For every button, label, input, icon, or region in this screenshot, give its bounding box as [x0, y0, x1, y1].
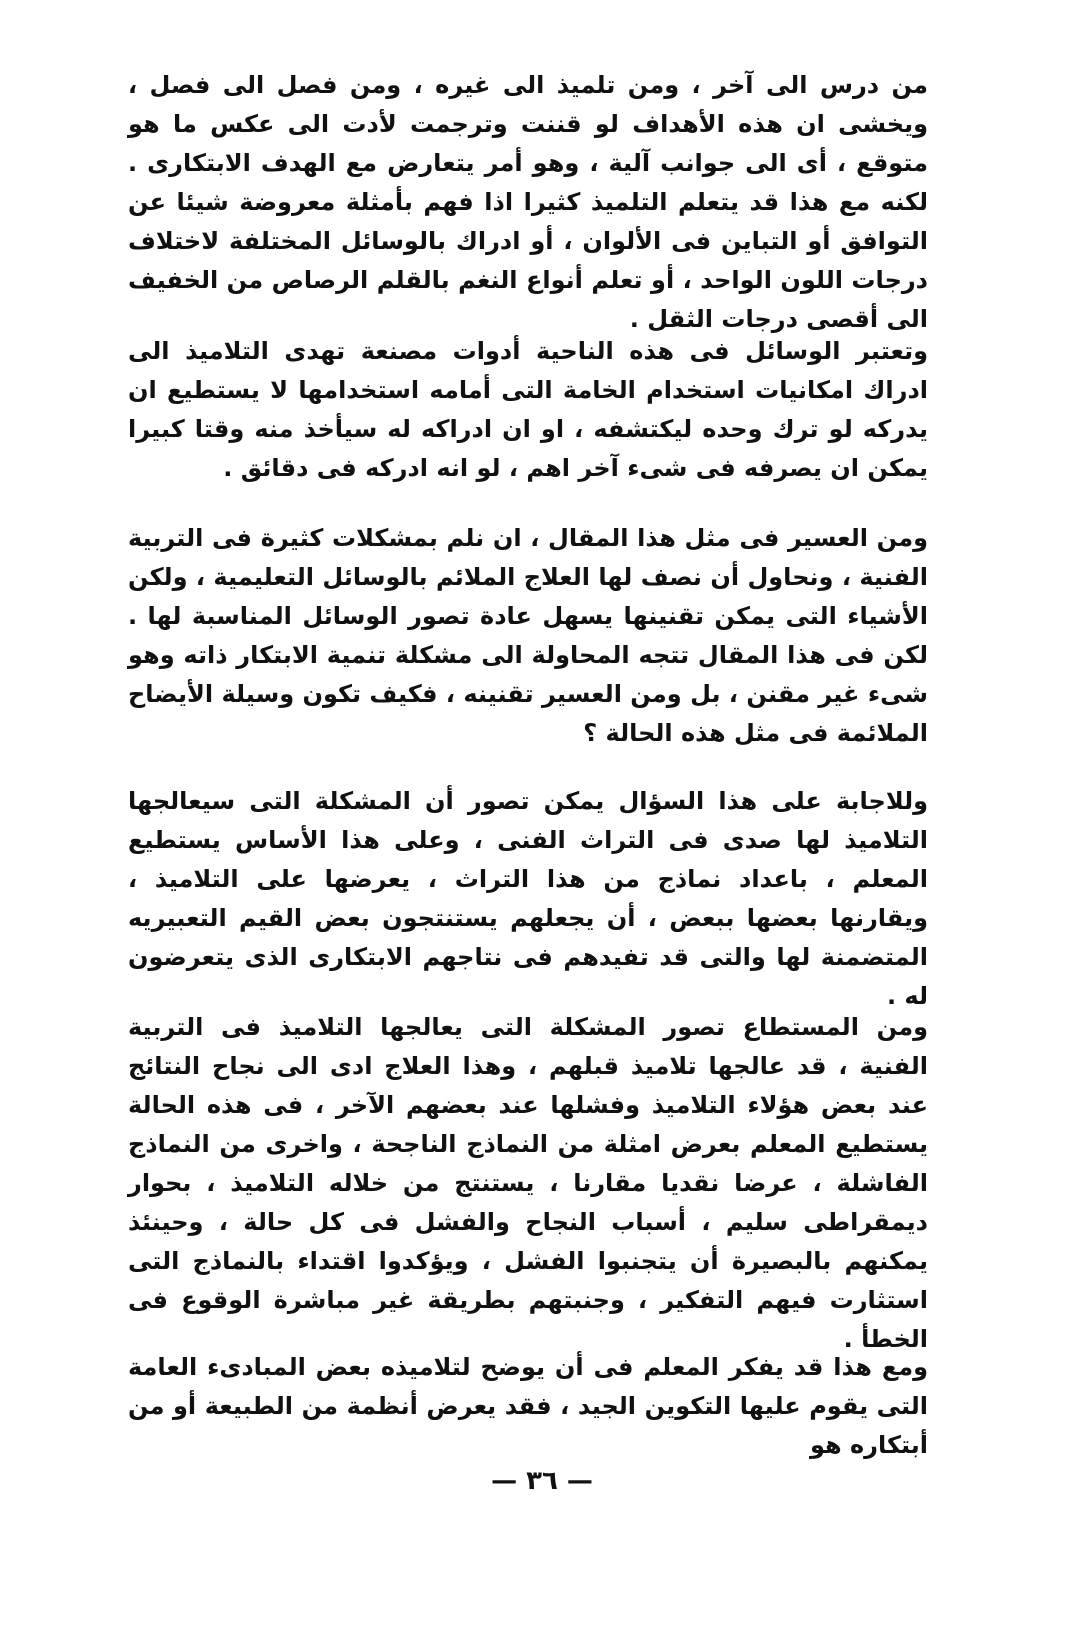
- paragraph-4: [128, 782, 928, 1016]
- paragraph-text: وللاجابة على هذا السؤال يمكن تصور أن المشكلة التى سيعالجها التلاميذ لها صدى فى التراث الفنى ، وعلى هذا الأساس يستطيع المعلم ، باعداد نماذج من هذا التراث ، يعرضها على التلاميذ ، ويقارنها بعضها ببعض ، أن يجعلهم يستنتجون بعض القيم التعبيريه المتضمنة لها والتى قد تفيدهم فى نتاجهم الابتكارى الذى يتعرضون له .: [128, 787, 928, 1010]
- paragraph-text: ومن المستطاع تصور المشكلة التى يعالجها التلاميذ فى التربية الفنية ، قد عالجها تلاميذ قبلهم ، وهذا العلاج ادى الى نجاح النتائج عند بعض هؤلاء التلاميذ وفشلها عند بعضهم الآخر ، فى هذه الحالة يستطيع المعلم بعرض امثلة من النماذج الناجحة ، واخرى من النماذج الفاشلة ، عرضا نقديا مقارنا ، يستنتج من خلاله التلاميذ ، بحوار ديمقراطى سليم ، أسباب النجاح والفشل فى كل حالة ، وحينئذ يمكنهم بالبصيرة أن يتجنبوا الفشل ، ويؤكدوا اقتداء بالنماذج التى استثارت فيهم التفكير ، وجنبتهم بطريقة غير مباشرة الوقوع فى الخطأ .: [128, 1013, 928, 1353]
- paragraph-text: من درس الى آخر ، ومن تلميذ الى غيره ، ومن فصل الى فصل ، ويخشى ان هذه الأهداف لو قننت وترجمت لأدت الى عكس ما هو متوقع ، أى الى جوانب آلية ، وهو أمر يتعارض مع الهدف الابتكارى . لكنه مع هذا قد يتعلم التلميذ كثيرا اذا فهم بأمثلة معروضة شيئا عن التوافق أو التباين فى الألوان ، أو ادراك بالوسائل المختلفة لاختلاف درجات اللون الواحد ، أو تعلم أنواع النغم بالقلم الرصاص من الخفيف الى أقصى درجات الثقل .: [128, 71, 928, 333]
- paragraph-5: [128, 1008, 928, 1359]
- paragraph-3: [128, 519, 928, 753]
- paragraph-text: وتعتبر الوسائل فى هذه الناحية أدوات مصنعة تهدى التلاميذ الى ادراك امكانيات استخدام الخامة التى أمامه استخدامها لا يستطيع ان يدركه لو ترك وحده ليكتشفه ، او ان ادراكه له سيأخذ منه وقتا كبيرا يمكن ان يصرفه فى شىء آخر اهم ، لو انه ادركه فى دقائق .: [128, 337, 928, 482]
- paragraph-text: ومن العسير فى مثل هذا المقال ، ان نلم بمشكلات كثيرة فى التربية الفنية ، ونحاول أن نصف لها العلاج الملائم بالوسائل التعليمية ، ولكن الأشياء التى يمكن تقنينها يسهل عادة تصور الوسائل المناسبة لها . لكن فى هذا المقال تتجه المحاولة الى مشكلة تنمية الابتكار ذاته وهو شىء غير مقنن ، بل ومن العسير تقنينه ، فكيف تكون وسيلة الأيضاح الملائمة فى مثل هذه الحالة ؟: [128, 524, 928, 747]
- paragraph-6: [128, 1348, 928, 1465]
- paragraph-text: ومع هذا قد يفكر المعلم فى أن يوضح لتلاميذه بعض المبادىء العامة التى يقوم عليها التكوين الجيد ، فقد يعرض أنظمة من الطبيعة أو من أبتكاره هو: [128, 1353, 928, 1459]
- paragraph-2: [128, 332, 928, 488]
- paragraph-1: [128, 66, 928, 339]
- page-number: — ٣٦ —: [491, 1466, 593, 1496]
